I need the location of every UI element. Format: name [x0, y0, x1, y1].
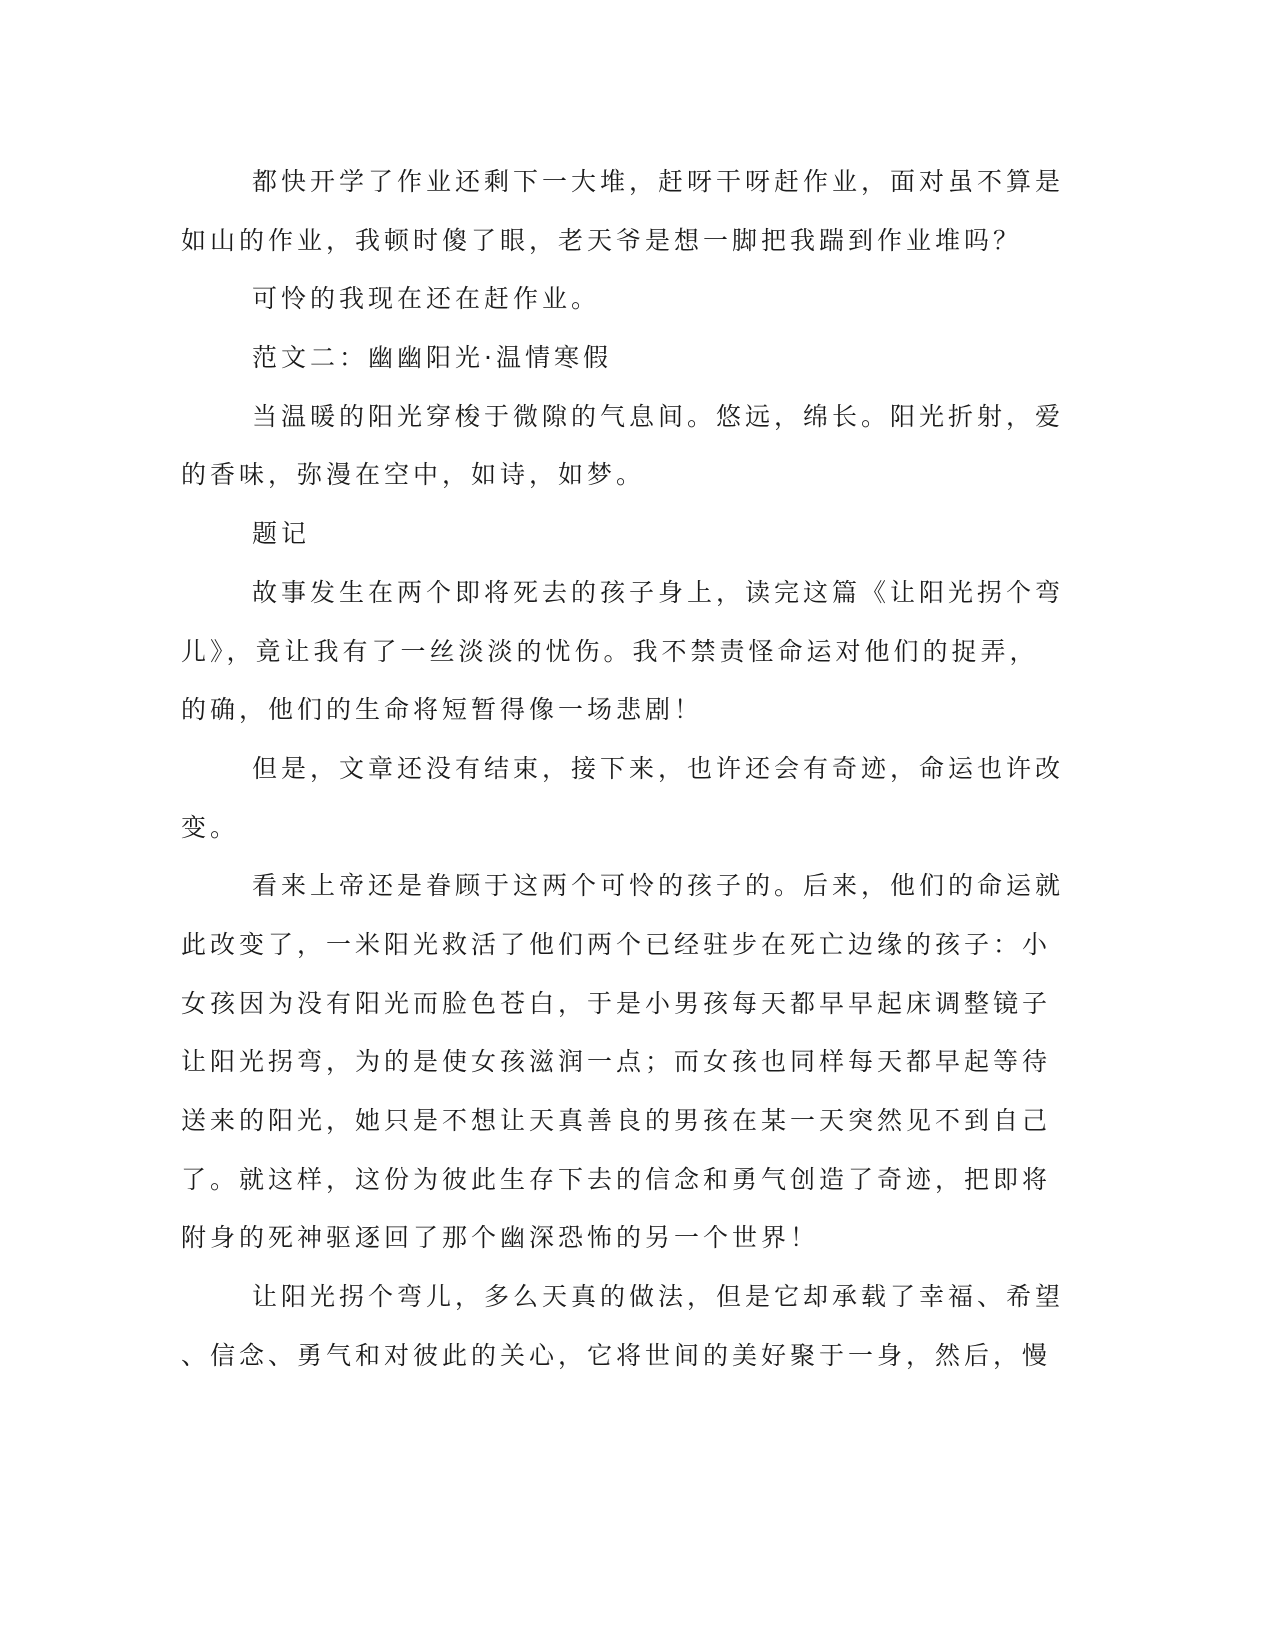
text-line: 可怜的我现在还在赶作业。 — [252, 284, 601, 314]
text-line: 的香味，弥漫在空中，如诗，如梦。 — [181, 460, 646, 490]
text-line: 的确，他们的生命将短暂得像一场悲剧！ — [181, 695, 704, 725]
text-line: 范文二：幽幽阳光·温情寒假 — [252, 343, 612, 373]
text-line: 此改变了，一米阳光救活了他们两个已经驻步在死亡边缘的孩子：小 — [181, 929, 1052, 959]
text-line: 了。就这样，这份为彼此生存下去的信念和勇气创造了奇迹，把即将 — [181, 1164, 1052, 1194]
text-line: 、信念、勇气和对彼此的关心，它将世间的美好聚于一身，然后，慢 — [181, 1340, 1052, 1370]
text-line: 附身的死神驱逐回了那个幽深恐怖的另一个世界！ — [181, 1223, 820, 1253]
text-line: 但是，文章还没有结束，接下来，也许还会有奇迹，命运也许改 — [252, 753, 1065, 783]
text-line: 如山的作业，我顿时傻了眼，老天爷是想一脚把我踹到作业堆吗？ — [181, 225, 1023, 255]
text-line: 女孩因为没有阳光而脸色苍白，于是小男孩每天都早早起床调整镜子 — [181, 988, 1052, 1018]
text-line: 让阳光拐个弯儿，多么天真的做法，但是它却承载了幸福、希望 — [252, 1282, 1065, 1312]
text-line: 送来的阳光，她只是不想让天真善良的男孩在某一天突然见不到自己 — [181, 1106, 1052, 1135]
document-page — [181, 153, 1065, 1385]
text-line: 让阳光拐弯，为的是使女孩滋润一点；而女孩也同样每天都早起等待 — [181, 1047, 1052, 1077]
text-line: 故事发生在两个即将死去的孩子身上，读完这篇《让阳光拐个弯 — [252, 577, 1065, 607]
text-line: 都快开学了作业还剩下一大堆，赶呀干呀赶作业，面对虽不算是 — [252, 167, 1065, 196]
text-line: 题记 — [252, 519, 311, 549]
text-line: 变。 — [181, 812, 240, 842]
text-line: 儿》，竟让我有了一丝淡淡的忧伤。我不禁责怪命运对他们的捉弄， — [181, 636, 1039, 666]
text-line: 当温暖的阳光穿梭于微隙的气息间。悠远，绵长。阳光折射，爱 — [252, 401, 1065, 431]
text-line: 看来上帝还是眷顾于这两个可怜的孩子的。后来，他们的命运就 — [252, 871, 1065, 901]
